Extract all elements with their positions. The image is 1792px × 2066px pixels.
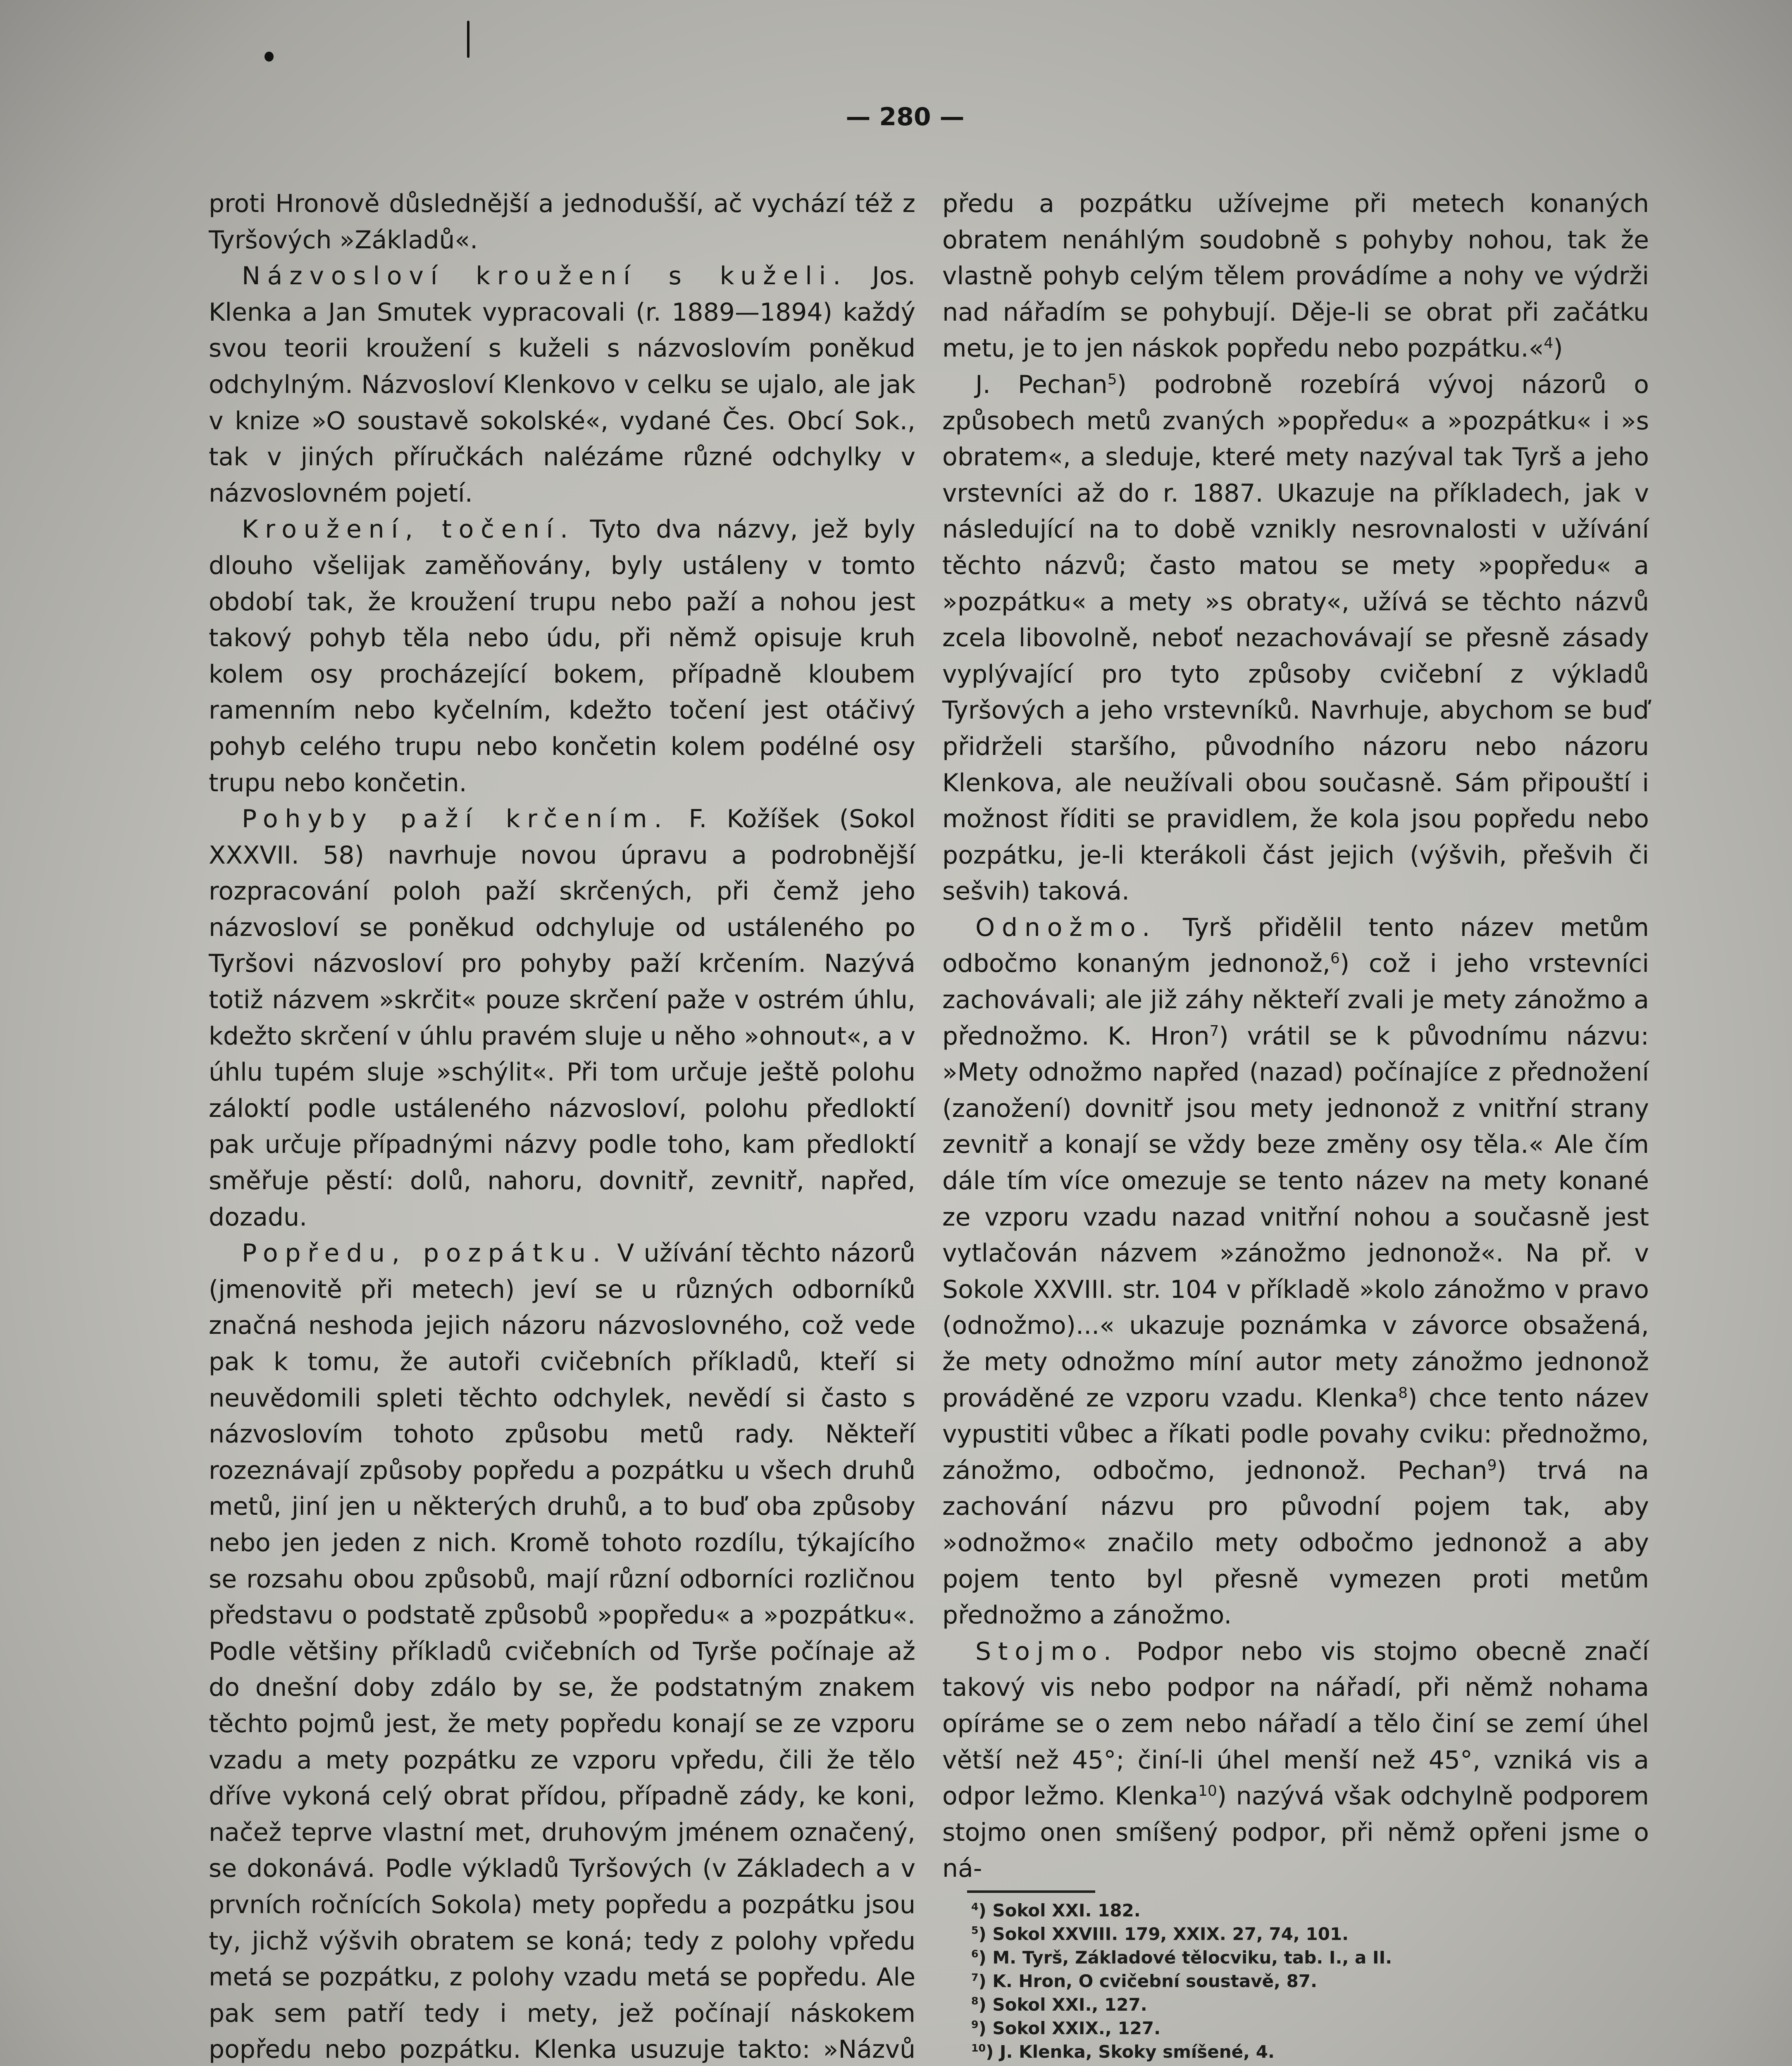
footnote-ref: 8 — [1398, 1384, 1408, 1402]
footnote: $^4$) Sokol XXI. 182. — [971, 1900, 1141, 1921]
footnote: $^8$) Sokol XXI., 127. — [971, 1995, 1147, 2015]
footnote-mark: 5 — [971, 1924, 979, 1936]
paragraph-text: nazývá však odchylně podporem stojmo onen smíšený podpor, při němž opřeni jsme o ná- — [942, 1782, 1649, 1883]
footnote: $^7$) K. Hron, O cvičební soustavě, 87. — [971, 1971, 1318, 1991]
footnote-text: Sokol XXVIII. 179, XXIX. 27, 74, 101. — [992, 1924, 1349, 1944]
footnote-mark: 9 — [971, 2018, 979, 2030]
footnote: $^6$) M. Tyrš, Základové tělocviku, tab. I., a II. — [971, 1947, 1392, 1968]
ink-spot — [265, 52, 274, 62]
paragraph: J. Pechan$^5$) podrobně rozebírá vývoj názorů o způsobech metů zvaných »popředu« a »pozpátku« i »s obratem«, a sleduje, které mety nazýval tak Tyrš a jeho vrstevníci až do r. 1887. Ukazuje na příkladech, jak v následující na to době vznikly nesrovnalosti v užívání těchto názvů; často matou se mety »popředu« a »pozpátku« a mety »s obraty«, užívá se těchto názvů zcela libovolně, neboť nezachovávají se přesně zásady vyplývající pro tyto způsoby cvičební z výkladů Tyršových a jeho vrstevníků. Navrhuje, abychom se buď přidrželi staršího, původního názoru nebo názoru Klenkova, ale neužívali obou současně. Sám připouští i možnost říditi se pravidlem, že kola jsou popředu nebo pozpátku, je-li kterákoli část jejich (výšvih, přešvih či sešvih) taková. — [942, 370, 1649, 906]
footnote-ref: 10 — [1198, 1783, 1217, 1800]
paragraph — [209, 1235, 915, 2066]
paragraph-text: Jos. Klenka a Jan Smutek vypracovali (r. 1889—1894) každý svou teorii kroužení s kuželi s názvoslovím poněkud odchylným. Názvosloví Klenkovo v celku se ujalo, ale jak v knize »O soustavě sokolské«, vydané Čes. Obcí Sok., tak v jiných příručkách nalézáme různé odchylky v názvoslovném pojetí. — [209, 262, 915, 508]
right-column — [942, 186, 1649, 1887]
ink-spot — [467, 21, 469, 58]
footnote-ref: 9 — [1487, 1457, 1497, 1474]
footnote-text: K. Hron, O cvičební soustavě, 87. — [992, 1971, 1318, 1991]
paragraph-text: F. Kožíšek (Sokol XXXVII. 58) navrhuje novou úpravu a podrobnější rozpracování poloh paží skrčených, při čemž jeho názvosloví se poněkud odchyluje od ustáleného po Tyršovi názvosloví pro pohyby paží krčením. Nazývá totiž názvem »skrčit« pouze skrčení paže v ostrém úhlu, kdežto skrčení v úhlu pravém sluje u něho »ohnout«, a v úhlu tupém sluje »schýlit«. Při tom určuje ještě polohu záloktí podle ustáleného názvosloví, polohu předloktí pak určuje případnými názvy podle toho, kam předloktí směřuje pěstí: dolů, nahoru, dovnitř, zevnitř, napřed, dozadu. — [209, 805, 916, 1232]
footnote-mark: 6 — [971, 1948, 979, 1960]
footnote-text: Sokol XXI., 127. — [992, 1995, 1147, 2015]
paragraph-text: vrátil se k původnímu názvu: »Mety odnožmo napřed (nazad) počínajíce z přednožení (zanožení) dovnitř jsou mety jednonož z vnitřní strany zevnitř a konají se vždy beze změny osy těla.« Ale čím dále tím více omezuje se tento název na mety konané ze vzporu vzadu nazad vnitřní nohou a současně jest vytlačován názvem »zánožmo jednonož«. Na př. v Sokole XXVIII. str. 104 v příkladě »kolo zánožmo v pravo (odnožmo)...« ukazuje poznámka v závorce obsažená, že mety odnožmo míní autor mety zánožmo jednonož prováděné ze vzporu vzadu. Klenka — [942, 1021, 1649, 1413]
section-heading: Odnožmo. — [975, 913, 1157, 942]
paragraph: předu a pozpátku užívejme při metech konaných obratem nenáhlým soudobně s pohyby nohou, tak že vlastně pohyb celým tělem provádíme a nohy ve výdrži nad nářadím se pohybují. Děje-li se obrat při začátku metu, je to jen náskok popředu nebo pozpátku.«$^4$) — [942, 189, 1649, 363]
page-number: — 280 — — [846, 102, 965, 131]
paragraph: Odnožmo. Tyrš přidělil tento název metům odbočmo konaným jednonož,$^6$) což i jeho vrstevníci zachovávali; ale již záhy někteří zvali je mety zánožmo a přednožmo. K. Hron$^7$) vrátil se k původnímu názvu: »Mety odnožmo napřed (nazad) počínajíce z přednožení (zanožení) dovnitř jsou mety jednonož z vnitřní strany zevnitř a konají se vždy beze změny osy těla.« Ale čím dále tím více omezuje se tento název na mety konané ze vzporu vzadu nazad vnitřní nohou a současně jest vytlačován názvem »zánožmo jednonož«. Na př. v Sokole XXVIII. str. 104 v příkladě »kolo zánožmo v pravo (odnožmo)...« ukazuje poznámka v závorce obsažená, že mety odnožmo míní autor mety zánožmo jednonož prováděné ze vzporu vzadu. Klenka$^8$) chce tento název vypustiti vůbec a říkati podle povahy cviku: přednožmo, zánožmo, odbočmo, jednonož. Pechan$^9$) trvá na zachování názvu pro původní pojem tak, aby »odnožmo« značilo mety odbočmo jednonož a aby pojem tento byl přesně vymezen proti metům přednožmo a zánožmo. — [942, 913, 1649, 1630]
paragraph-text: podrobně rozebírá vývoj názorů o způsobech metů zvaných »popředu« a »pozpátku« i »s obratem«, a sleduje, které mety nazýval tak Tyrš a jeho vrstevníci až do r. 1887. Ukazuje na příkladech, jak v následující na to době vznikly nesrovnalosti v užívání těchto názvů; často matou se mety »popředu« a »pozpátku« a mety »s obraty«, užívá se těchto názvů zcela libovolně, neboť nezachovávají se přesně zásady vyplývající pro tyto způsoby cvičební z výkladů Tyršových a jeho vrstevníků. Navrhuje, abychom se buď přidrželi staršího, původního názoru nebo názoru Klenkova, ale neužívali obou současně. Sám připouští i možnost říditi se pravidlem, že kola jsou popředu nebo pozpátku, je-li kterákoli část jejich (výšvih, přešvih či sešvih) taková. — [942, 370, 1649, 906]
paragraph: Stojmo. Podpor nebo vis stojmo obecně značí takový vis nebo podpor na nářadí, při němž nohama opíráme se o zem nebo nářadí a tělo činí se zemí úhel větší než 45°; činí-li úhel menší než 45°, vzniká vis a odpor ležmo. Klenka$^{10}$) nazývá však odchylně podporem stojmo onen smíšený podpor, při němž opřeni jsme o ná- — [942, 1637, 1649, 1883]
section-heading: Kroužení, točení. — [242, 515, 575, 544]
section-heading: Pohyby paží krčením. — [242, 805, 669, 834]
paragraph-text: předu a pozpátku užívejme při metech konaných obratem nenáhlým soudobně s pohyby nohou, tak že vlastně pohyb celým tělem provádíme a nohy ve výdrži nad nářadím se pohybují. Děje-li se obrat při začátku metu, je to jen náskok popředu nebo pozpátku.« — [942, 189, 1649, 363]
footnote-ref: 4 — [1544, 335, 1554, 352]
footnote-ref: 7 — [1209, 1022, 1219, 1040]
footnote-mark: 10 — [971, 2042, 986, 2054]
footnote-text: Sokol XXIX., 127. — [992, 2018, 1161, 2038]
section-heading: Názvosloví kroužení s kuželi. — [242, 262, 848, 291]
footnote-mark: 8 — [971, 1995, 979, 2007]
paragraph-text: Podpor nebo vis stojmo obecně značí takový vis nebo podpor na nářadí, při němž nohama opíráme se o zem nebo nářadí a tělo činí se zemí úhel větší než 45°; činí-li úhel menší než 45°, vzniká vis a odpor ležmo. Klenka — [942, 1637, 1649, 1811]
paragraph — [209, 512, 915, 801]
footnote-text: J. Klenka, Skoky smíšené, 4. — [999, 2042, 1275, 2062]
left-column — [209, 186, 915, 2066]
paragraph-text: trvá na zachování názvu pro původní pojem tak, aby »odnožmo« značilo mety odbočmo jednonož a aby pojem tento byl přesně vymezen proti metům přednožmo a zánožmo. — [942, 1456, 1649, 1630]
paragraph: proti Hronově důslednější a jednodušší, ač vychází též z Tyršových »Základů«. — [209, 189, 915, 255]
footnotes — [971, 1899, 1550, 2064]
footnote-rule — [967, 1890, 1095, 1893]
paragraph-text: Tyrš přidělil tento název metům odbočmo konaným jednonož, — [942, 913, 1649, 978]
paragraph — [209, 801, 915, 1235]
footnote-ref: 6 — [1330, 950, 1340, 967]
paragraph-text: V užívání těchto názorů (jmenovitě při metech) jeví se u různých odborníků značná neshoda jejich názoru názvoslovného, což vede pak k tomu, že autoři cvičebních příkladů, kteří si neuvědomili spleti těchto odchylek, nevědí si často s názvoslovím tohoto způsobu metů rady. Někteří rozeznávají způsoby popředu a pozpátku u všech druhů metů, jiní jen u některých druhů, a to buď oba způsoby nebo jen jeden z nich. Kromě tohoto rozdílu, týkajícího se rozsahu obou způsobů, mají různí odborníci rozličnou představu o podstatě způsobů »popředu« a »pozpátku«. Podle většiny příkladů cvičebních od Tyrše počínaje až do dnešní doby zdálo by se, že podstatným znakem těchto pojmů jest, že mety popředu konají se ze vzporu vzadu a mety pozpátku ze vzporu vpředu, čili že tělo dříve vykoná celý obrat přídou, případně zády, ke koni, načež teprve vlastní met, druhovým jménem označený, se dokonává. Podle výkladů Tyršových (v Základech a v prvních ročnících Sokola) mety popředu a pozpátku jsou ty, jichž výšvih obratem se koná; tedy z polohy vpředu metá se pozpátku, z polohy vzadu metá se popředu. Ale pak sem patří tedy i mety, jež počínají náskokem popředu nebo pozpátku. Klenka usuzuje takto: »Názvů — [209, 1239, 915, 2064]
footnote-text: M. Tyrš, Základové tělocviku, tab. I., a II. — [992, 1947, 1392, 1968]
paragraph-text: Tyto dva názvy, jež byly dlouho všelijak zaměňovány, byly ustáleny v tomto období tak, že kroužení trupu nebo paží a nohou jest takový pohyb těla nebo údu, při němž opisuje kruh kolem osy procházející bokem, případně kloubem ramenním nebo kyčelním, kdežto točení jest otáčivý pohyb celého trupu nebo končetin kolem podélné osy trupu nebo končetin. — [209, 515, 915, 797]
author-name: J. Pechan — [975, 370, 1108, 399]
footnote-mark: 7 — [971, 1971, 979, 1983]
footnote-mark: 4 — [971, 1901, 979, 1913]
footnote-ref: 5 — [1107, 371, 1117, 388]
paragraph-text: což i jeho vrstevníci zachovávali; ale již záhy někteří zvali je mety zánožmo a přednožmo. K. Hron — [942, 949, 1649, 1051]
paragraph-text: chce tento název vypustiti vůbec a říkati podle povahy cviku: přednožmo, zánožmo, odbočmo, jednonož. Pechan — [942, 1383, 1649, 1485]
footnote: $^5$) Sokol XXVIII. 179, XXIX. 27, 74, 101. — [971, 1924, 1349, 1944]
section-heading: Popředu, pozpátku. — [242, 1239, 608, 1268]
footnote: $^{10}$) J. Klenka, Skoky smíšené, 4. — [971, 2042, 1275, 2062]
footnote: $^9$) Sokol XXIX., 127. — [971, 2018, 1161, 2038]
section-heading: Stojmo. — [975, 1637, 1118, 1666]
paragraph — [209, 258, 915, 512]
footnote-text: Sokol XXI. 182. — [992, 1900, 1141, 1921]
